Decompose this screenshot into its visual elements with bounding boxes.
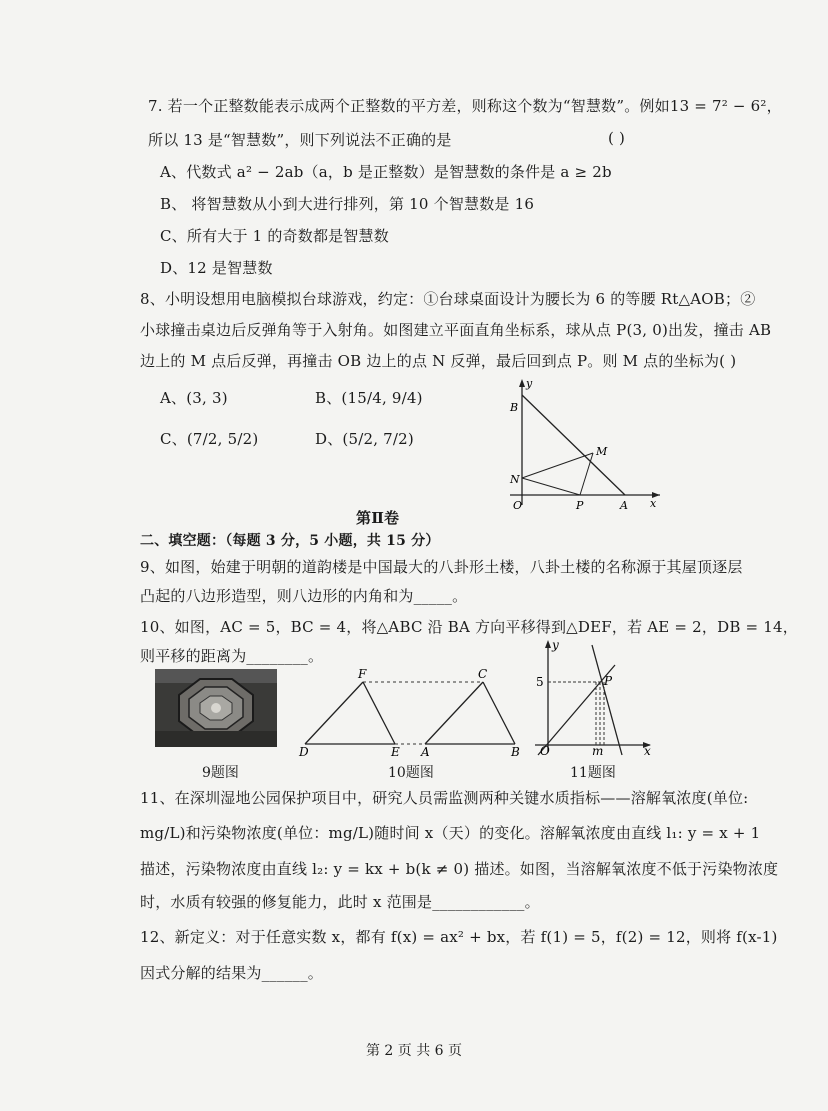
q8-line2: 小球撞击桌边后反弹角等于入射角。如图建立平面直角坐标系，球从点 P(3, 0)出发，撞击 AB [140, 321, 772, 339]
q11-line1: 11、在深圳湿地公园保护项目中，研究人员需监测两种关键水质指标——溶解氧浓度(单位: [140, 789, 749, 807]
fig11-x-label: x [644, 744, 651, 757]
q11-figure [530, 637, 655, 757]
q12-line1: 12、新定义：对于任意实数 x，都有 f(x) = ax² + bx，若 f(1) = 5，f(2) = 12，则将 f(x-1) [140, 928, 778, 946]
fig10-label-f: F [358, 667, 367, 681]
q9-line1: 9、如图，始建于明朝的道韵楼是中国最大的八卦形土楼，八卦土楼的名称源于其屋顶逐层 [140, 558, 743, 576]
q8-line1: 8、小明设想用电脑模拟台球游戏，约定：①台球桌面设计为腰长为 6 的等腰 Rt△AOB；② [140, 290, 756, 308]
q8-option-a: A、(3, 3) [160, 389, 228, 407]
fig10-label-a: A [421, 745, 430, 757]
q11-line4: 时，水质有较强的修复能力，此时 x 范围是____________。 [140, 893, 540, 911]
q9-line2: 凸起的八边形造型，则八边形的内角和为_____。 [140, 587, 468, 605]
caption-fig9: 9题图 [202, 765, 239, 781]
q8-line3: 边上的 M 点后反弹，再撞击 OB 边上的点 N 反弹，最后回到点 P。则 M 点的坐标为( ) [140, 352, 737, 370]
q8-option-b: B、(15/4, 9/4) [315, 389, 423, 407]
octagonal-tulou-photo [155, 669, 277, 747]
q7-option-d: D、12 是智慧数 [160, 259, 273, 277]
fig10-label-b: B [511, 745, 520, 757]
q7-answer-paren: ( ) [608, 129, 626, 147]
fig10-label-d: D [299, 745, 309, 757]
part-two-title: 第Ⅱ卷 [356, 509, 400, 527]
q10-line1: 10、如图，AC = 5，BC = 4，将△ABC 沿 BA 方向平移得到△DEF，若 AE = 2，DB = 14， [140, 618, 798, 636]
fig11-tick-5: 5 [536, 675, 544, 689]
q8-option-d: D、(5/2, 7/2) [315, 430, 414, 448]
q10-line2: 则平移的距离为________。 [140, 647, 324, 665]
q11-line3: 描述，污染物浓度由直线 l₂: y = kx + b(k ≠ 0) 描述。如图，当溶解氧浓度不低于污染物浓度 [140, 860, 779, 878]
q7-line1: 7. 若一个正整数能表示成两个正整数的平方差，则称这个数为“智慧数”。例如13 = 7² − 6²， [148, 97, 782, 115]
caption-fig11: 11题图 [570, 765, 616, 781]
q11-line2: mg/L)和污染物浓度(单位：mg/L)随时间 x（天）的变化。溶解氧浓度由直线 l₁: y = x + 1 [140, 824, 761, 842]
fig8-label-n: N [510, 473, 520, 486]
fig10-label-c: C [478, 667, 488, 681]
q8-figure [500, 375, 670, 515]
fig8-label-o: O [513, 499, 523, 512]
fig11-label-p: P [604, 674, 613, 688]
q7-option-b: B、 将智慧数从小到大进行排列，第 10 个智慧数是 16 [160, 195, 535, 213]
fig10-label-e: E [391, 745, 400, 757]
fig8-label-p: P [576, 499, 584, 512]
page-footer: 第 2 页 共 6 页 [365, 1043, 463, 1059]
fig11-y-label: y [552, 638, 559, 652]
fig8-label-a: A [620, 499, 628, 512]
fig8-label-b: B [510, 401, 519, 414]
caption-fig10: 10题图 [388, 765, 434, 781]
q8-option-c: C、(7/2, 5/2) [160, 430, 259, 448]
fig8-y-label: y [526, 377, 533, 390]
q7-option-c: C、所有大于 1 的奇数都是智慧数 [160, 227, 389, 245]
fig8-x-label: x [650, 497, 657, 510]
fig11-label-o: O [540, 744, 550, 757]
fig11-label-m: m [592, 744, 604, 757]
q7-option-a: A、代数式 a² − 2ab（a，b 是正整数）是智慧数的条件是 a ≥ 2b [160, 163, 612, 181]
q12-line2: 因式分解的结果为______。 [140, 964, 324, 982]
section-two-heading: 二、填空题：（每题 3 分，5 小题，共 15 分） [140, 533, 440, 549]
fig8-label-m: M [596, 445, 608, 458]
q10-figure [295, 662, 525, 757]
q7-line2: 所以 13 是“智慧数”，则下列说法不正确的是 [148, 131, 452, 149]
